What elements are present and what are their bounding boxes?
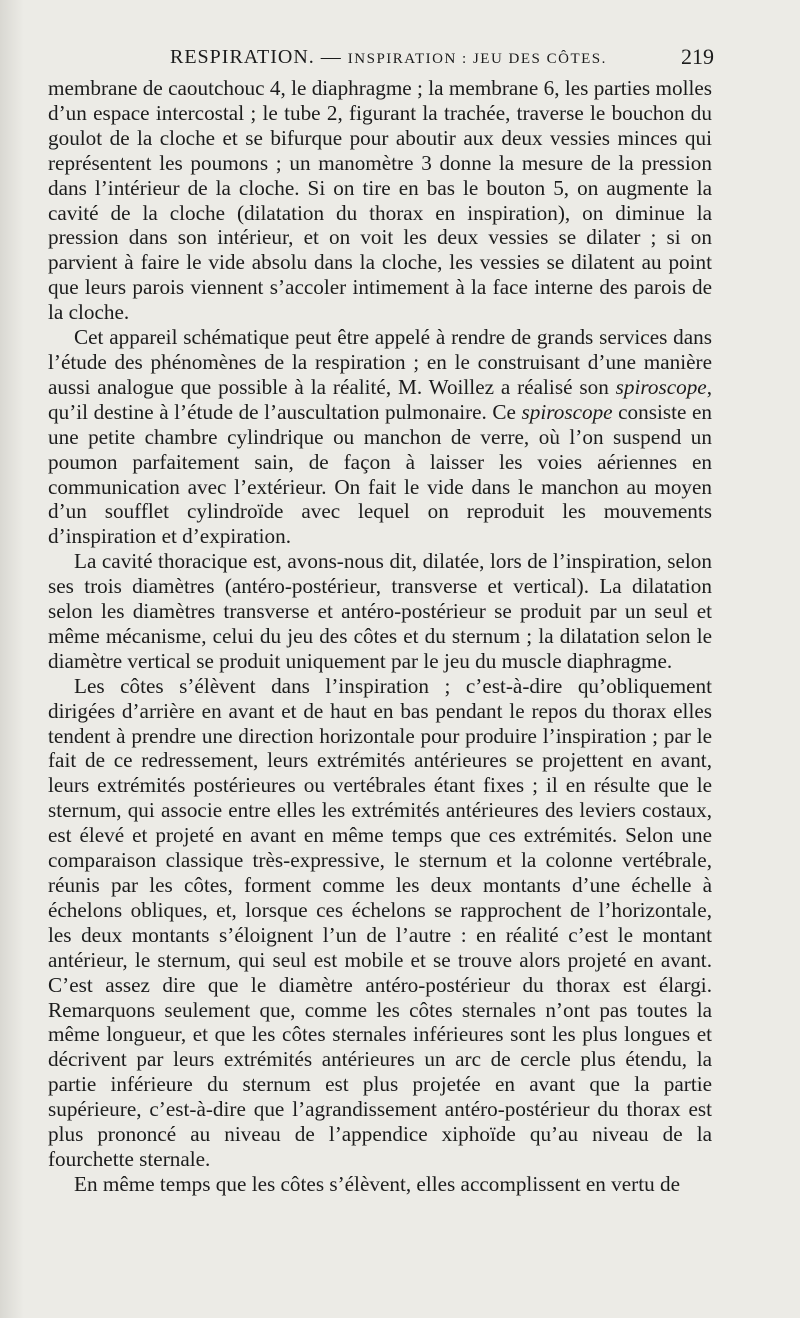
text-run: En même temps que les côtes s’élèvent, elles accomplissent en vertu de — [74, 1171, 680, 1196]
text-run: membrane de caoutchouc 4, le diaphragme ; la membrane 6, les parties molles d’un espace intercostal ; le tube 2, figurant la trachée, traverse le bouchon du goulot de la cloche et se bifurque pour aboutir aux deux vessies minces qui représentent les poumons ; un manomètre 3 donne la mesure de la pression dans l’intérieur de la cloche. Si on tire en bas le bouton 5, on augmente la cavité de la cloche (dilatation du thorax en inspiration), on diminue la pression dans son intérieur, et on voit les deux vessies se dilater ; si on parvient à faire le vide absolu dans la cloche, les vessies se dilatent au point que leurs parois viennent s’accoler intimement à la face interne des parois de la cloche. — [48, 76, 712, 325]
italic-term: spiroscope — [521, 399, 613, 424]
text-run: La cavité thoracique est, avons-nous dit, dilatée, lors de l’inspiration, selon ses trois diamètres (antéro-postérieur, transverse et vertical). La dilatation selon les diamètres transverse et antéro-postérieur se produit par un seul et même mécanisme, celui du jeu des côtes et du sternum ; la dilatation selon le diamètre vertical se produit uniquement par le jeu du muscle diaphragme. — [48, 549, 712, 673]
text-run: , qu’il destine à l’étude de l’auscultation pulmonaire. Ce — [48, 374, 712, 424]
paragraph — [48, 76, 712, 325]
running-title — [170, 46, 607, 69]
paragraph — [48, 549, 712, 674]
section-title: RESPIRATION. — [170, 46, 315, 68]
body-text — [48, 76, 712, 1197]
paragraph — [48, 1172, 712, 1197]
text-run: Les côtes s’élèvent dans l’inspiration ; c’est-à-dire qu’obliquement dirigées d’arrière en avant et de haut en bas pendant le repos du thorax elles tendent à prendre une direction horizontale pour produire l’inspiration ; par le fait de ce redressement, leurs extrémités antérieures se projettent en avant, leurs extrémités postérieures ou vertébrales étant fixes ; il en résulte que le sternum, qui associe entre elles les extrémités antérieures des leviers costaux, est élevé et projeté en avant en même temps que ces extrémités. Selon une comparaison classique très-expressive, le sternum et la colonne vertébrale, réunis par les côtes, forment comme les deux montants d’une échelle à échelons obliques, et, lorsque ces échelons se rapprochent de l’horizontale, les deux montants s’éloignent l’un de l’autre : en réalité c’est le montant antérieur, le sternum, qui seul est mobile et se trouve alors projeté en avant. C’est assez dire que le diamètre antéro-postérieur du thorax est élargi. Remarquons seulement que, comme les côtes sternales n’ont pas toutes la même longueur, et que les côtes sternales inférieures sont les plus longues et décrivent par leurs extrémités antérieures un arc de cercle plus étendu, la partie inférieure du sternum est plus projetée en avant que la partie supérieure, c’est-à-dire que l’agrandissement antéro-postérieur du thorax est plus prononcé au niveau de l’appendice xiphoïde qu’au niveau de la fourchette sternale. — [48, 673, 712, 1171]
text-run: consiste en une petite chambre cylindrique ou manchon de verre, où l’on suspend un poumon parfaitement sain, de façon à laisser les voies aériennes en communication avec l’extérieur. On fait le vide dans le manchon au moyen d’un soufflet cylindroïde avec lequel on reproduit les mouvements d’inspiration et d’expiration. — [48, 399, 712, 549]
italic-term: spiroscope — [615, 374, 707, 399]
section-subtitle: INSPIRATION : JEU DES CÔTES. — [347, 51, 607, 67]
page-gutter-shadow — [0, 0, 24, 1318]
page-number: 219 — [681, 44, 714, 69]
text-run: Cet appareil schématique peut être appelé à rendre de grands services dans l’étude des phénomènes de la respiration ; en le construisant d’une manière aussi analogue que possible à la réalité, M. Woillez a réalisé son — [48, 325, 712, 399]
title-dash: — — [320, 46, 342, 68]
paragraph — [48, 674, 712, 1172]
paragraph — [48, 325, 712, 549]
running-header — [48, 40, 712, 76]
